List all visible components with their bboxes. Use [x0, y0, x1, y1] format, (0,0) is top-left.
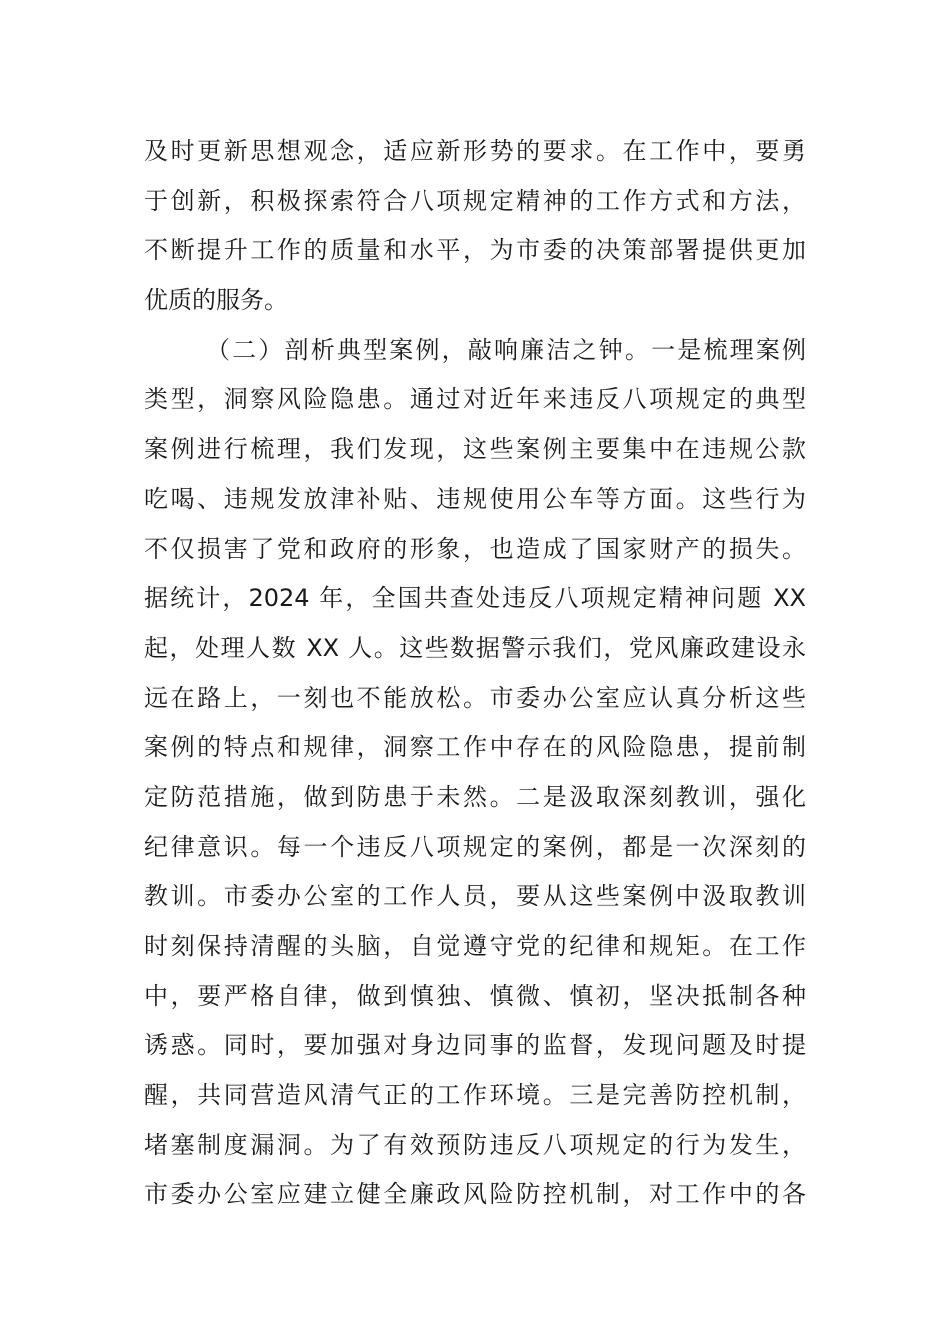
text-line: 中，要严格自律，做到慎独、慎微、慎初，坚决抵制各种 [144, 981, 806, 1010]
text-line: 远在路上，一刻也不能放松。市委办公室应认真分析这些 [144, 683, 806, 712]
text-line: 吃喝、违规发放津补贴、违规使用公车等方面。这些行为 [144, 484, 806, 513]
text-line: 案例的特点和规律，洞察工作中存在的风险隐患，提前制 [144, 733, 806, 762]
paragraph-1 [144, 127, 806, 326]
text-line: 定防范措施，做到防患于未然。二是汲取深刻教训，强化 [144, 782, 806, 811]
text-line: 不断提升工作的质量和水平，为市委的决策部署提供更加 [144, 236, 806, 265]
text-line: 及时更新思想观念，适应新形势的要求。在工作中，要勇 [144, 137, 806, 165]
text-line: 于创新，积极探索符合八项规定精神的工作方式和方法， [144, 186, 806, 215]
text-line: 醒，共同营造风清气正的工作环境。三是完善防控机制， [144, 1081, 806, 1110]
text-line: （二）剖析典型案例，敲响廉洁之钟。一是梳理案例 [206, 335, 806, 364]
text-line: 起，处理人数 XX 人。这些数据警示我们，党风廉政建设永 [144, 633, 806, 662]
text-line: 市委办公室应建立健全廉政风险防控机制，对工作中的各 [144, 1180, 806, 1209]
text-line: 诱惑。同时，要加强对身边同事的监督，发现问题及时提 [144, 1031, 806, 1060]
text-line: 优质的服务。 [144, 286, 288, 315]
text-line: 类型，洞察风险隐患。通过对近年来违反八项规定的典型 [144, 385, 806, 414]
text-line: 案例进行梳理，我们发现，这些案例主要集中在违规公款 [144, 435, 806, 464]
text-line: 不仅损害了党和政府的形象，也造成了国家财产的损失。 [144, 534, 806, 563]
text-line: 纪律意识。每一个违反八项规定的案例，都是一次深刻的 [144, 832, 806, 861]
text-line: 时刻保持清醒的头脑，自觉遵守党的纪律和规矩。在工作 [144, 932, 806, 960]
document-body [144, 127, 806, 1220]
text-line: 据统计，2024 年，全国共查处违反八项规定精神问题 XX [144, 584, 806, 613]
text-line: 教训。市委办公室的工作人员，要从这些案例中汲取教训 [144, 882, 806, 911]
paragraph-2 [144, 326, 806, 1220]
text-line: 堵塞制度漏洞。为了有效预防违反八项规定的行为发生， [144, 1130, 806, 1159]
